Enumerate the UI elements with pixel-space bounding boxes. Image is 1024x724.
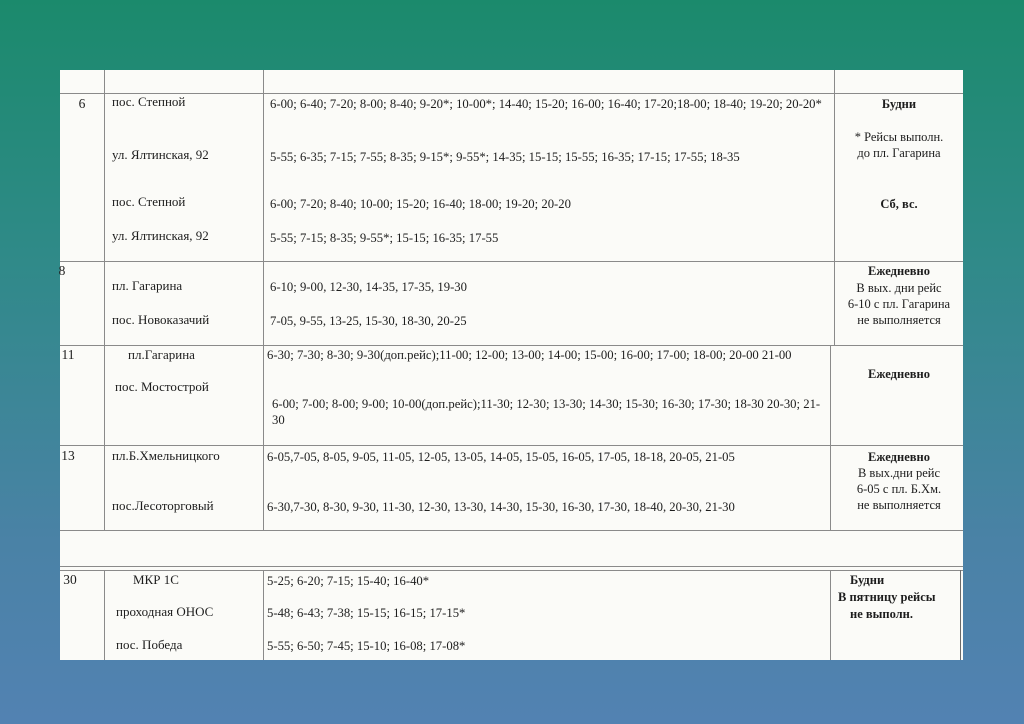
- schedule-note: [850, 573, 978, 588]
- departure-times: 5-48; 6-43; 7-38; 15-15; 16-15; 17-15*: [267, 606, 466, 620]
- stop-name: проходная ОНОС: [116, 604, 214, 619]
- schedule-note: 6-05 с пл. Б.Хм.: [856, 482, 942, 496]
- route-row-11: [60, 346, 963, 446]
- schedule-sheet: [60, 70, 963, 660]
- route-row-13: [60, 446, 963, 531]
- route-row-6: [60, 94, 963, 262]
- stop-name: ул. Ялтинская, 92: [112, 228, 209, 243]
- stop-name: пос. Победа: [116, 637, 183, 652]
- route-number: 30: [63, 572, 77, 587]
- stop-name: пос. Новоказачий: [112, 312, 210, 327]
- departure-times: 5-55; 7-15; 8-35; 9-55*; 15-15; 16-35; 17-55: [270, 231, 499, 245]
- schedule-note: до пл. Гагарина: [857, 146, 941, 160]
- stop-name: пл. Гагарина: [112, 278, 183, 293]
- route-number: 11: [61, 347, 75, 362]
- route-number: 13: [61, 448, 75, 463]
- departure-times: 5-55; 6-35; 7-15; 7-55; 8-35; 9-15*; 9-55*; 14-35; 15-15; 15-55; 16-35; 17-15; 17-55; 18-35: [270, 150, 740, 164]
- note-text: Сб, вс.: [880, 197, 918, 211]
- schedule-note: не выполняется: [857, 498, 941, 512]
- schedule-note: В вых.дни рейс: [857, 466, 941, 480]
- schedule-note: [835, 367, 963, 382]
- departure-times: 6-05,7-05, 8-05, 9-05, 11-05, 12-05, 13-05, 14-05, 15-05, 16-05, 17-05, 18-18, 20-05, 21-05: [267, 450, 735, 464]
- schedule-note: [835, 197, 963, 212]
- schedule-note: * Рейсы выполн.: [854, 130, 944, 144]
- route-number: 8: [58, 263, 66, 278]
- stop-name: МКР 1С: [133, 572, 179, 587]
- departure-times: 5-55; 6-50; 7-45; 15-10; 16-08; 17-08*: [267, 639, 466, 653]
- schedule-note: [835, 450, 963, 465]
- note-text: не выполн.: [850, 607, 914, 621]
- note-text: Ежедневно: [868, 367, 930, 381]
- note-text: Будни: [881, 97, 917, 111]
- stop-name: пос.Лесоторговый: [112, 498, 214, 513]
- departure-times: 7-05, 9-55, 13-25, 15-30, 18-30, 20-25: [270, 314, 467, 328]
- stop-name: ул. Ялтинская, 92: [112, 147, 209, 162]
- schedule-note: 6-10 с пл. Гагарина: [847, 297, 951, 311]
- departure-times: 6-00; 6-40; 7-20; 8-00; 8-40; 9-20*; 10-00*; 14-40; 15-20; 16-00; 16-40; 17-20;18-00; 18-40; 19-20; 20-20*: [270, 97, 822, 111]
- note-text: Ежедневно: [868, 264, 930, 278]
- schedule-note: [838, 590, 966, 605]
- route-number: 6: [78, 96, 86, 111]
- stop-name: пос. Степной: [112, 94, 186, 109]
- note-text: Будни: [850, 573, 885, 587]
- schedule-note: [850, 607, 978, 622]
- route-row-30: [60, 570, 963, 660]
- stop-name: пл.Гагарина: [128, 347, 195, 362]
- schedule-note: не выполняется: [857, 313, 941, 327]
- stop-name: пос. Степной: [112, 194, 186, 209]
- route-row-8: [60, 262, 963, 346]
- header-row: [60, 70, 963, 94]
- gap-row: [60, 531, 963, 567]
- departure-times: 6-10; 9-00, 12-30, 14-35, 17-35, 19-30: [270, 280, 467, 294]
- schedule-note: [835, 97, 963, 112]
- note-text: Ежедневно: [868, 450, 930, 464]
- departure-times: 5-25; 6-20; 7-15; 15-40; 16-40*: [267, 574, 430, 588]
- schedule-note: [835, 264, 963, 279]
- departure-times: 6-30,7-30, 8-30, 9-30, 11-30, 12-30, 13-30, 14-30, 15-30, 16-30, 17-30, 18-40, 20-30, 21-30: [267, 500, 735, 514]
- stop-name: пос. Мостострой: [115, 379, 209, 394]
- departure-times: 6-00; 7-00; 8-00; 9-00; 10-00(доп.рейс);11-30; 12-30; 13-30; 14-30; 15-30; 16-30; 17-30; 18-30 20-30; 21-30: [272, 397, 821, 427]
- departure-times: 6-30; 7-30; 8-30; 9-30(доп.рейс);11-00; 12-00; 13-00; 14-00; 15-00; 16-00; 17-00; 18-00; 20-00 21-00: [267, 348, 792, 362]
- schedule-note: В вых. дни рейс: [856, 281, 942, 295]
- departure-times: 6-00; 7-20; 8-40; 10-00; 15-20; 16-40; 18-00; 19-20; 20-20: [270, 197, 571, 211]
- stop-name: пл.Б.Хмельницкого: [112, 448, 220, 463]
- note-text: В пятницу рейсы: [838, 590, 936, 604]
